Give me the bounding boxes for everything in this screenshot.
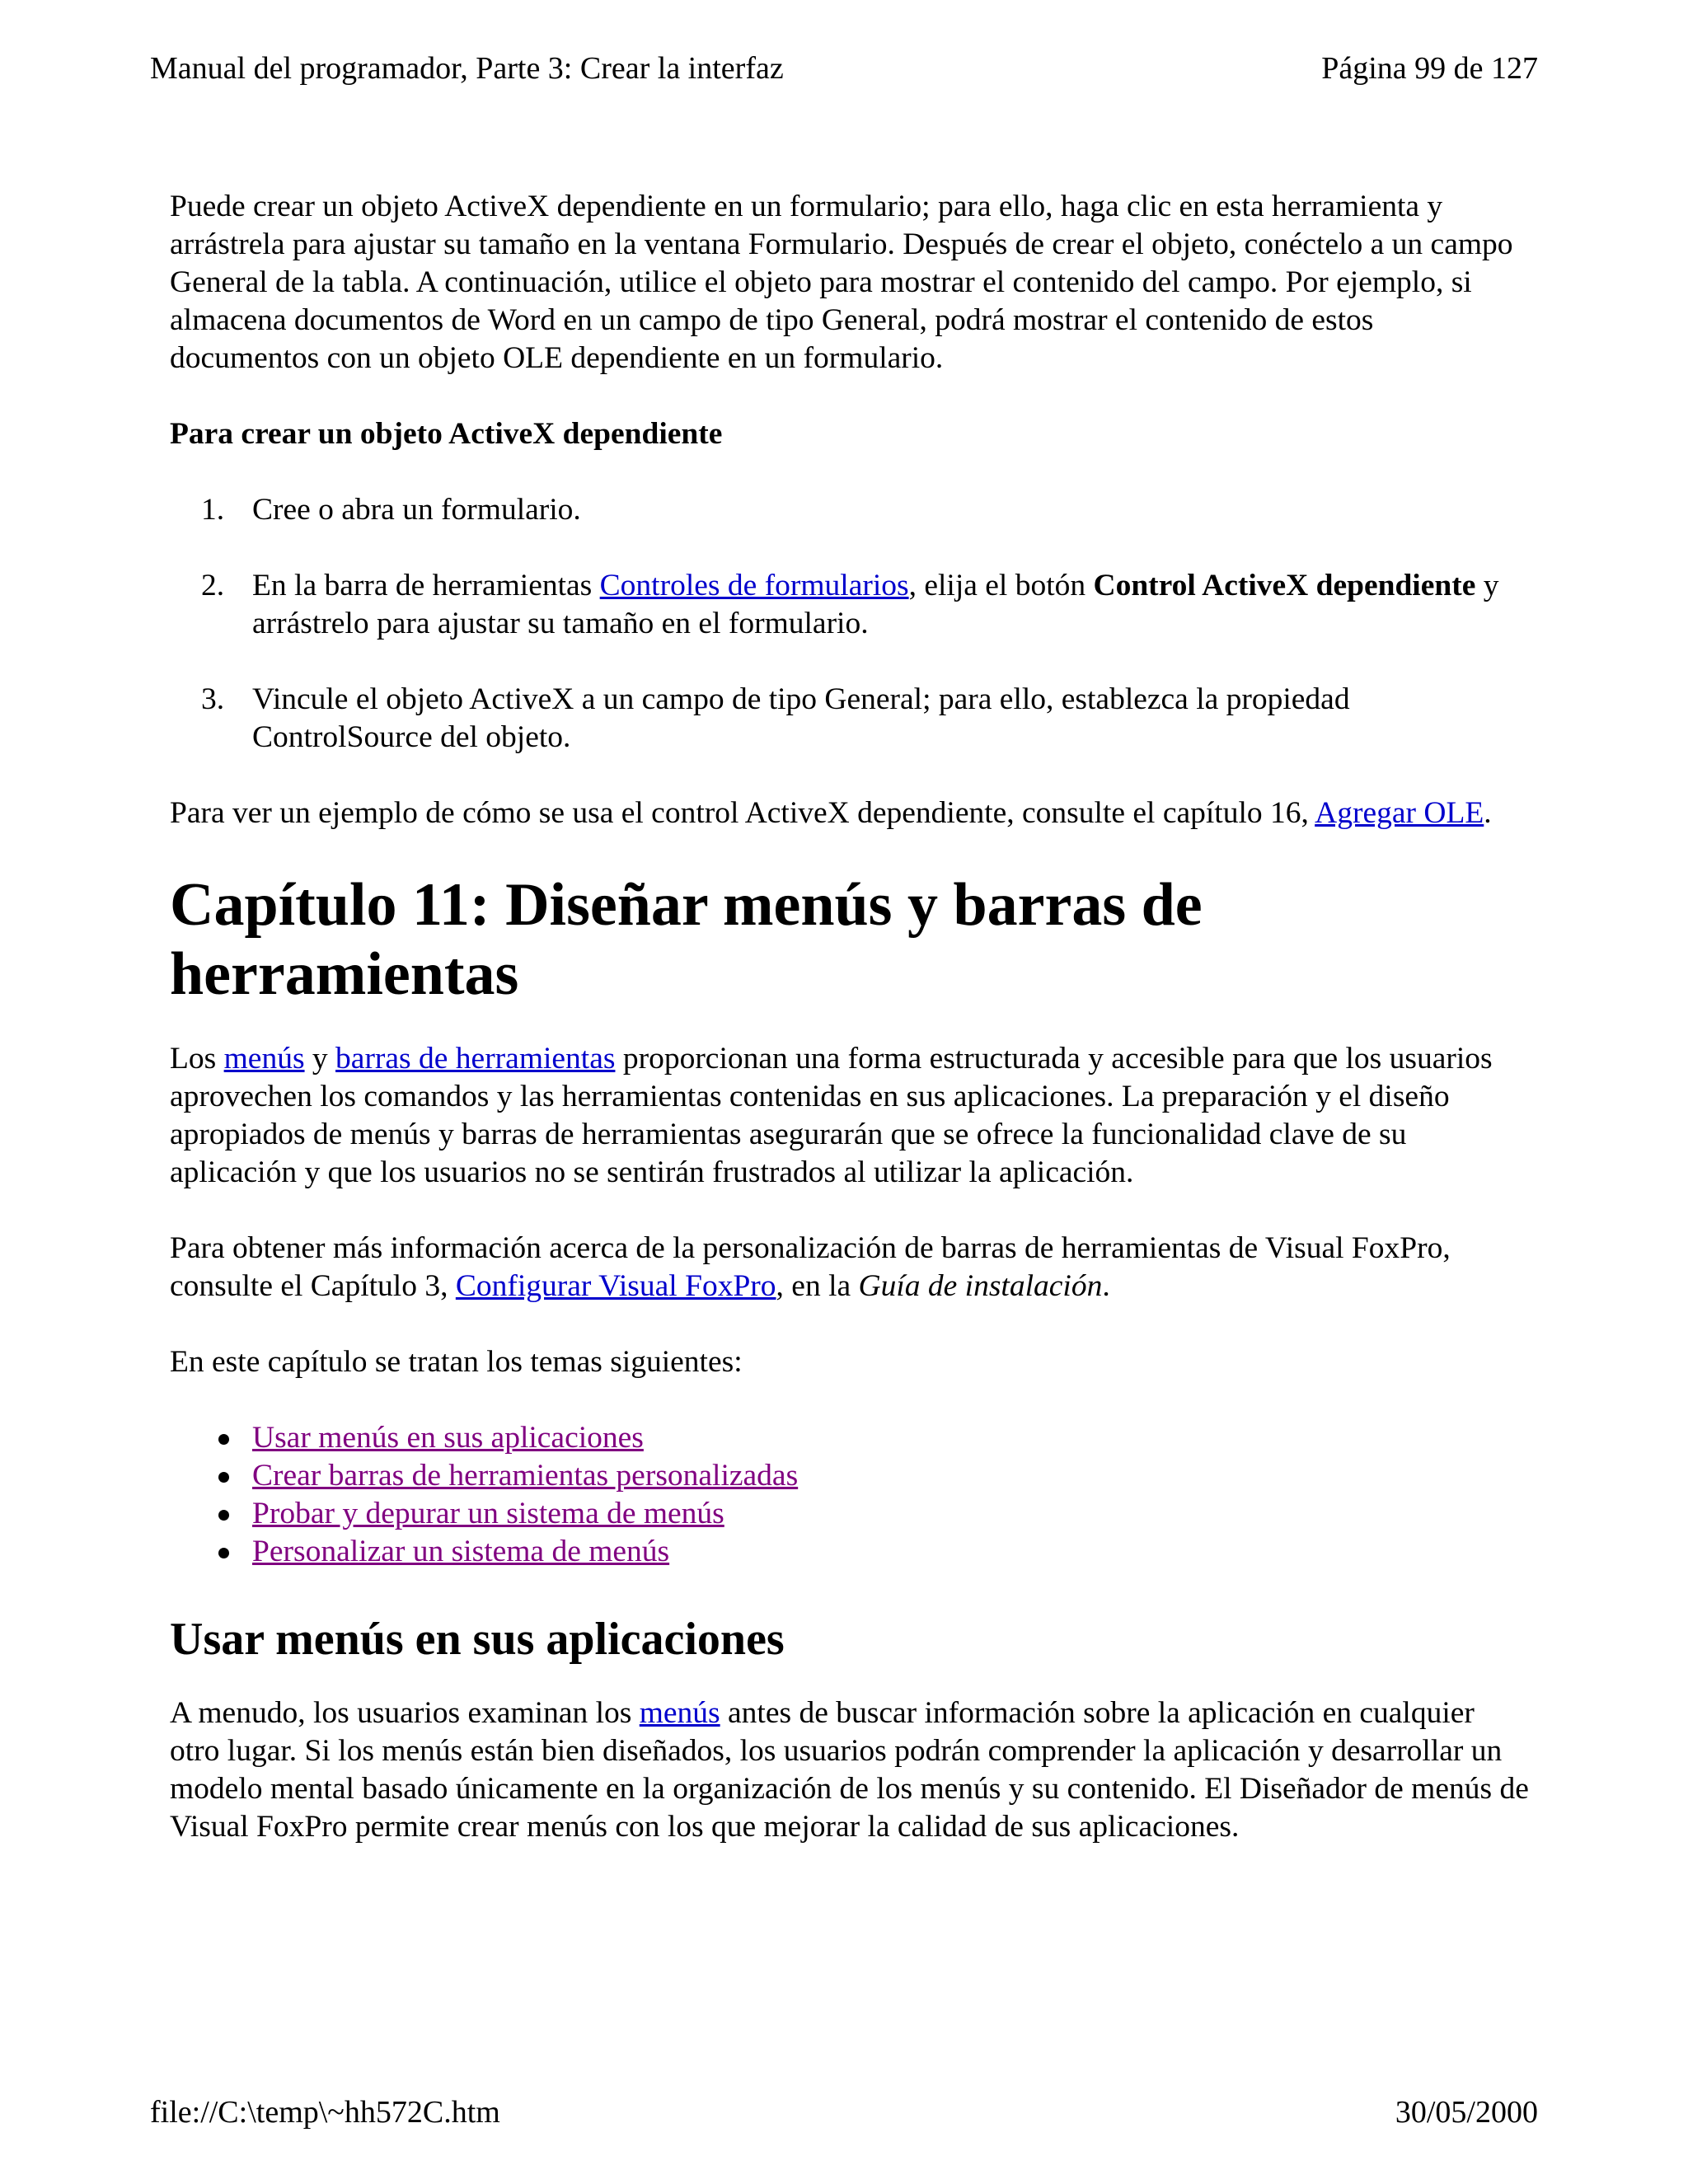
page-header [150, 48, 1538, 89]
text: Los [170, 1042, 224, 1076]
text: y [304, 1042, 336, 1076]
link-menus-section[interactable]: menús [639, 1696, 720, 1730]
intro-paragraph: Puede crear un objeto ActiveX dependiente en un formulario; para ello, haga clic en esta herramienta y arrástrela para ajustar su tamaño en la ventana Formulario. Después de crear el objeto, conéctelo a un campo General de la tabla. A continuación, utilice el objeto para mostrar el contenido del campo. Por ejemplo, si almacena documentos de Word en un campo de tipo General, podrá mostrar el contenido de estos documentos con un objeto OLE dependiente en un formulario. [170, 190, 1513, 375]
bullet-icon [218, 1434, 229, 1445]
text: . [1102, 1269, 1110, 1303]
step-bold-text: Control ActiveX dependiente [1093, 569, 1476, 602]
text: , en la [776, 1269, 859, 1303]
step-text: Cree o abra un formulario. [252, 493, 581, 527]
list-item [170, 491, 1530, 529]
step-text: Vincule el objeto ActiveX a un campo de tipo General; para ello, establezca la propiedad ControlSource del objeto. [252, 682, 1350, 754]
list-item [170, 1533, 1530, 1571]
chapter-intro-paragraph [170, 1040, 1530, 1192]
link-topic[interactable]: Usar menús en sus aplicaciones [252, 1421, 644, 1455]
section-title: Usar menús en sus aplicaciones [170, 1614, 785, 1665]
text: Para obtener más información acerca de la personalización de barras de herramientas de Visual FoxPro, consulte el Capítulo 3, [170, 1231, 1451, 1303]
list-item [170, 1419, 1530, 1457]
guide-title: Guía de instalación [858, 1269, 1103, 1303]
example-paragraph [170, 794, 1530, 832]
procedure-steps [170, 491, 1530, 757]
text: A menudo, los usuarios examinan los [170, 1696, 640, 1730]
list-item [170, 681, 1530, 757]
section-paragraph [170, 1694, 1530, 1846]
bullet-icon [218, 1510, 229, 1521]
page-footer [150, 2092, 1538, 2133]
header-page-number: Página 99 de 127 [1321, 51, 1538, 86]
chapter-title: Capítulo 11: Diseñar menús y barras de herramientas [170, 871, 1203, 1008]
step-text-mid: , elija el botón [908, 569, 1094, 602]
more-info-paragraph [170, 1230, 1530, 1305]
procedure-title: Para crear un objeto ActiveX dependiente [170, 417, 723, 451]
document-body [170, 188, 1530, 1846]
link-configurar-visual-foxpro[interactable]: Configurar Visual FoxPro [455, 1269, 776, 1303]
link-barras-de-herramientas[interactable]: barras de herramientas [335, 1042, 616, 1076]
text: proporcionan una forma estructurada y accesible para que los usuarios aprovechen los comandos y las herramientas contenidas en sus aplicaciones. La preparación y el diseño apropiados de menús y barras de herramientas asegurarán que se ofrece la funcionalidad clave de su aplicación y que los usuarios no se sentirán frustrados al utilizar la aplicación. [170, 1042, 1493, 1189]
header-title: Manual del programador, Parte 3: Crear la interfaz [150, 51, 784, 86]
link-topic[interactable]: Probar y depurar un sistema de menús [252, 1497, 724, 1530]
link-agregar-ole[interactable]: Agregar OLE [1315, 796, 1484, 830]
footer-date: 30/05/2000 [1395, 2095, 1538, 2130]
example-text: Para ver un ejemplo de cómo se usa el control ActiveX dependiente, consulte el capítulo 16, [170, 796, 1315, 830]
list-item [170, 1457, 1530, 1495]
bullet-icon [218, 1472, 229, 1483]
link-topic[interactable]: Personalizar un sistema de menús [252, 1535, 670, 1568]
step-text-post: y arrástrelo para ajustar su tamaño en el formulario. [252, 569, 1499, 640]
link-menus[interactable]: menús [223, 1042, 305, 1076]
step-number: 3. [201, 682, 225, 716]
text: antes de buscar información sobre la aplicación en cualquier otro lugar. Si los menús están bien diseñados, los usuarios podrán comprender la aplicación y desarrollar un modelo mental basado únicamente en la organización de los menús y su contenido. El Diseñador de menús de Visual FoxPro permite crear menús con los que mejorar la calidad de sus aplicaciones. [170, 1696, 1529, 1844]
topics-list [170, 1419, 1530, 1571]
example-end: . [1484, 796, 1492, 830]
footer-file-path: file://C:\temp\~hh572C.htm [150, 2095, 500, 2130]
step-number: 2. [201, 569, 225, 602]
step-number: 1. [201, 493, 225, 527]
list-item [170, 567, 1530, 643]
list-item [170, 1495, 1530, 1533]
bullet-icon [218, 1548, 229, 1558]
step-text-pre: En la barra de herramientas [252, 569, 600, 602]
link-controles-de-formularios[interactable]: Controles de formularios [599, 569, 909, 602]
topics-intro: En este capítulo se tratan los temas siguientes: [170, 1345, 743, 1379]
link-topic[interactable]: Crear barras de herramientas personalizadas [252, 1459, 799, 1493]
